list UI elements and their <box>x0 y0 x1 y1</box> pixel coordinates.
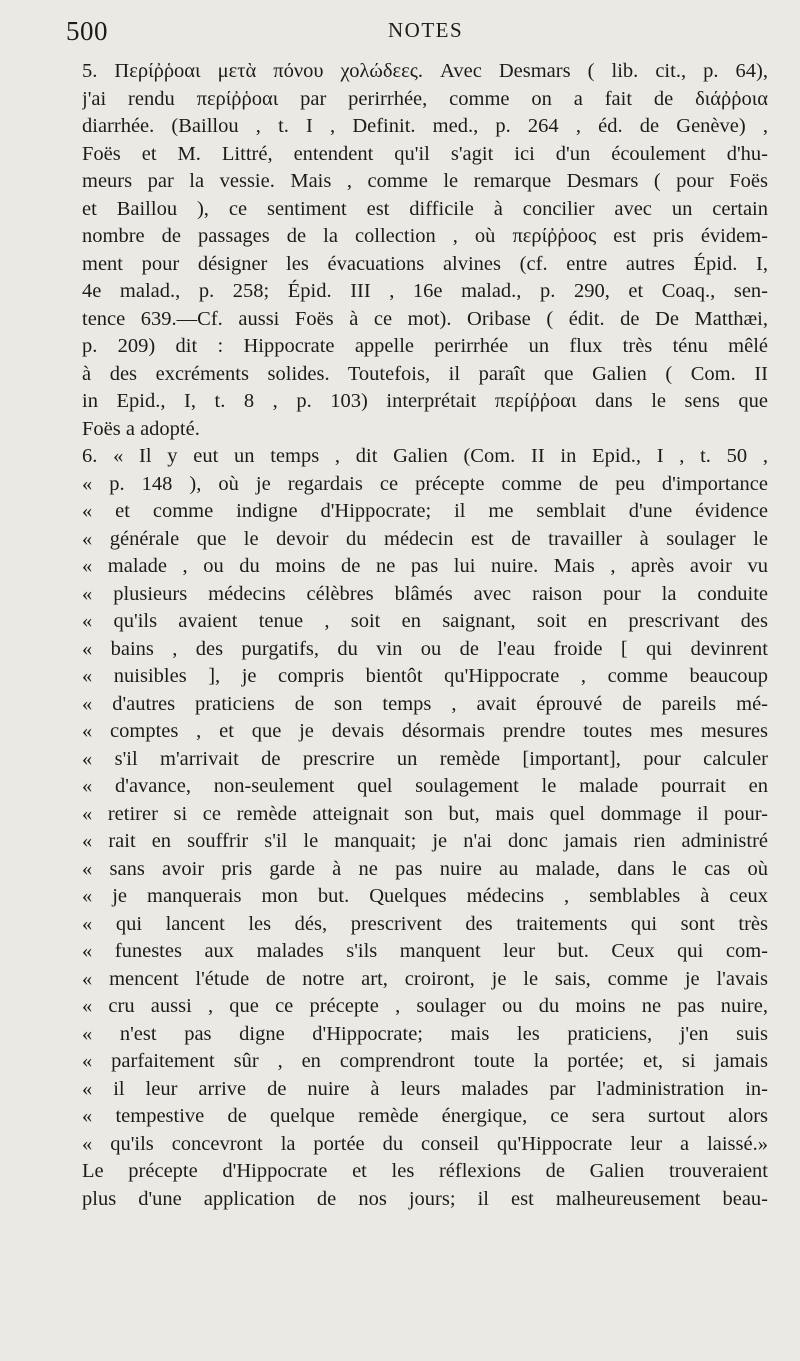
text-line: « bains , des purgatifs, du vin ou de l'eau froide [ qui devinrent <box>82 637 768 660</box>
text-line: « sans avoir pris garde à ne pas nuire au malade, dans le cas où <box>82 857 768 880</box>
text-line: diarrhée. (Baillou , t. I , Definit. med., p. 264 , éd. de Genève) , <box>82 115 768 137</box>
text-line: ment pour désigner les évacuations alvines (cf. entre autres Épid. I, <box>82 252 768 275</box>
text-line: « retirer si ce remède atteignait son but, mais quel dommage il pour- <box>82 802 768 825</box>
text-line: « qu'ils avaient tenue , soit en saignant, soit en prescrivant des <box>82 610 768 632</box>
text-line: « il leur arrive de nuire à leurs malades par l'administration in- <box>82 1077 768 1100</box>
page-header <box>66 16 766 50</box>
text-line: « malade , ou du moins de ne pas lui nuire. Mais , après avoir vu <box>82 555 768 577</box>
text-line: « parfaitement sûr , en comprendront toute la portée; et, si jamais <box>82 1050 768 1072</box>
text-line: in Epid., I, t. 8 , p. 103) interprétait περίῤῥοαι dans le sens que <box>82 390 768 412</box>
text-line: « qui lancent les dés, prescrivent des traitements qui sont très <box>82 912 768 935</box>
text-line: « s'il m'arrivait de prescrire un remède [important], pour calculer <box>82 747 768 770</box>
text-line: tence 639.—Cf. aussi Foës à ce mot). Oribase ( édit. de De Matthæi, <box>82 307 768 330</box>
text-line: plus d'une application de nos jours; il est malheureusement beau- <box>82 1187 768 1210</box>
text-line: « comptes , et que je devais désormais prendre toutes mes mesures <box>82 720 768 742</box>
notes-text-block <box>82 58 768 1213</box>
text-line: « je manquerais mon but. Quelques médecins , semblables à ceux <box>82 885 768 907</box>
text-line: « p. 148 ), où je regardais ce précepte comme de peu d'importance <box>82 472 768 495</box>
text-line: « nuisibles ], je compris bientôt qu'Hippocrate , comme beaucoup <box>82 665 768 687</box>
text-line: « générale que le devoir du médecin est de travailler à soulager le <box>82 527 768 550</box>
running-title: NOTES <box>388 18 464 42</box>
text-line: « qu'ils concevront la portée du conseil qu'Hippocrate leur a laissé.» <box>82 1132 768 1155</box>
text-line: « funestes aux malades s'ils manquent leur but. Ceux qui com- <box>82 940 768 962</box>
text-line: et Baillou ), ce sentiment est difficile à concilier avec un certain <box>82 197 768 220</box>
text-line: p. 209) dit : Hippocrate appelle perirrhée un flux très ténu mêlé <box>82 335 768 357</box>
text-line: nombre de passages de la collection , où περίῤῥοος est pris évidem- <box>82 225 768 247</box>
text-line: « d'avance, non-seulement quel soulagement le malade pourrait en <box>82 775 768 797</box>
text-line: « plusieurs médecins célèbres blâmés avec raison pour la conduite <box>82 582 768 605</box>
text-line: « et comme indigne d'Hippocrate; il me semblait d'une évidence <box>82 500 768 522</box>
text-line: « n'est pas digne d'Hippocrate; mais les praticiens, j'en suis <box>82 1022 768 1045</box>
text-line: Foës et M. Littré, entendent qu'il s'agit ici d'un écoulement d'hu- <box>82 142 768 165</box>
text-line: meurs par la vessie. Mais , comme le remarque Desmars ( pour Foës <box>82 170 768 192</box>
text-line: « rait en souffrir s'il le manquait; je n'ai donc jamais rien administré <box>82 830 768 852</box>
page-number: 500 <box>66 16 108 46</box>
text-line: Le précepte d'Hippocrate et les réflexions de Galien trouveraient <box>82 1160 768 1182</box>
text-line: « mencent l'étude de notre art, croiront, je le sais, comme je l'avais <box>82 967 768 990</box>
text-line: 4e malad., p. 258; Épid. III , 16e malad., p. 290, et Coaq., sen- <box>82 280 768 302</box>
text-line: à des excréments solides. Toutefois, il paraît que Galien ( Com. II <box>82 362 768 385</box>
text-line: j'ai rendu περίῤῥοαι par perirrhée, comme on a fait de διάῤῥοια <box>82 87 768 110</box>
text-line: « cru aussi , que ce précepte , soulager ou du moins ne pas nuire, <box>82 995 768 1017</box>
text-line: 5. Περίῤῥοαι μετὰ πόνου χολώδεες. Avec Desmars ( lib. cit., p. 64), <box>82 60 768 82</box>
text-line: « d'autres praticiens de son temps , avait éprouvé de pareils mé- <box>82 692 768 715</box>
text-line: Foës a adopté. <box>82 417 200 440</box>
text-line: « tempestive de quelque remède énergique, ce sera surtout alors <box>82 1105 768 1127</box>
text-line: 6. « Il y eut un temps , dit Galien (Com. II in Epid., I , t. 50 , <box>82 445 768 467</box>
